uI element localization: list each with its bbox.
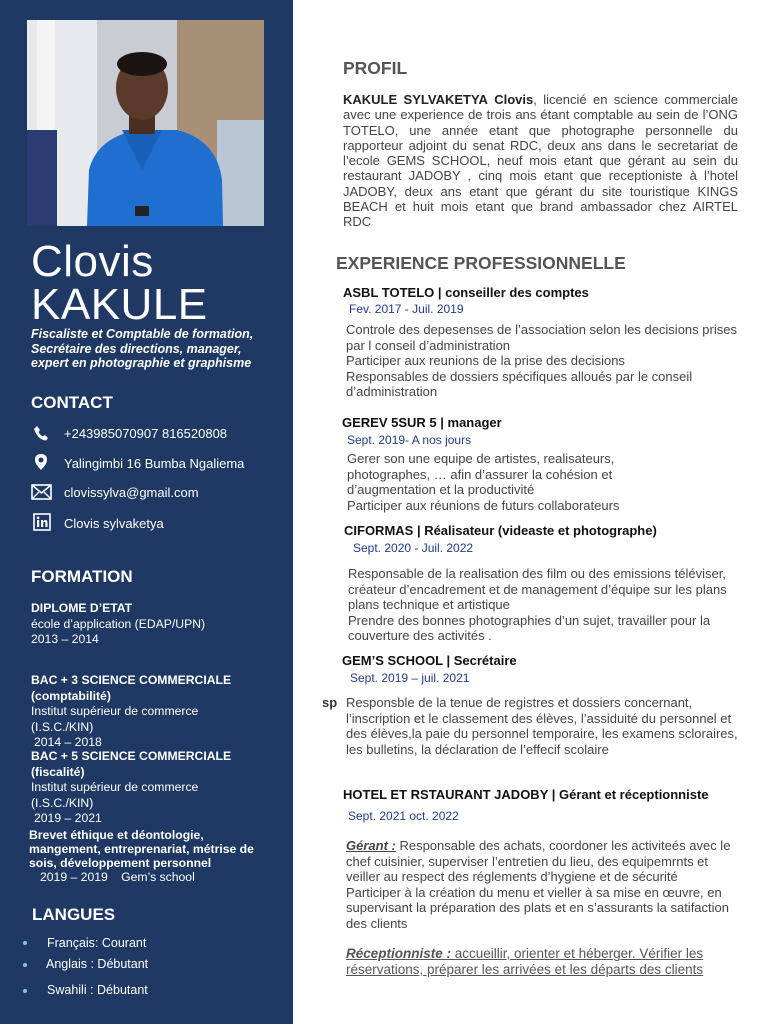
langue-item: Anglais : Débutant [46,957,149,971]
formation-dates: 2013 – 2014 [31,632,99,646]
formation-title: Brevet éthique et déontologie, mangement, entreprenariat, métrise de sois, développement personnel [29,828,254,870]
email-icon [31,484,52,500]
linkedin-icon [33,513,51,531]
job-description [346,838,738,931]
job-line: Responsable de la realisation des film ou des emissions téléviser, créateur d’encadrement et de management d’équipe sur les plans plans technique et artistique [348,566,727,612]
job-description [346,322,738,400]
bullet-icon [23,963,27,967]
formation-item-4 [29,828,274,884]
address-text: Yalingimbi 16 Bumba Ngaliema [64,456,245,471]
job-line: Controle des depesenses de l’association selon les decisions prises par l conseil d’administration [346,322,737,353]
formation-item-2 [31,673,261,751]
job-line: Participer aux reunions de la prise des decisions [346,353,625,368]
experience-heading: EXPERIENCE PROFESSIONNELLE [336,253,626,273]
formation-school: Gem’s school [121,870,195,884]
job-line: Responsable des achats, coordoner les activiteés avec le chef cuisinier, superviser l’entretien du lieu, des equipemrnts et veiller au respect des réglements d’hygiene et de sécurité [346,838,731,884]
job-description [347,451,657,513]
location-pin-icon [32,453,50,471]
formation-title: DIPLOME D’ETAT [31,601,133,615]
profil-heading: PROFIL [343,58,408,78]
name-last: KAKULE [31,280,208,329]
profil-name-part2: Clovis [494,92,534,107]
formation-item-3 [31,749,261,827]
recep-body: accueillir, orienter et héberger. Vérifier les réservations, préparer les arrivées et les départs des clients [346,946,704,977]
formation-dates: 2019 – 2019 [40,870,108,884]
job-description [346,695,738,757]
profil-text [343,92,738,230]
receptionniste-text [346,946,731,977]
portrait-image [27,20,264,226]
contact-heading: CONTACT [31,393,113,412]
formation-dates: 2014 – 2018 [34,735,102,749]
job-line: Responsble de la tenue de registres et dossiers concernant, l’inscription et le classement des élèves, l’assiduité du personnel et des élèves,la paie du personnel temporaire, les examens scloraires, les bulletins, la déclaration de l’effecif scolaire [346,695,738,757]
profil-body: , licencié en science commerciale avec une experience de trois ans étant comptable au sein de l’ONG TOTELO, une année etant que photographe personnelle du rapporteur adjoint du senat RDC, deux ans dans le secretariat de l’ecole GEMS SCHOOL, neuf mois etant que gérant au sein du restaurant JADOBY , cinq mois etant que receptioniste à l’hotel JADOBY, deux ans etant que gérant du site touristique KINGS BEACH et huit mois etant que brand ambassador chez AIRTEL RDC [343,92,738,230]
bullet-icon [23,941,27,945]
linkedin-link[interactable]: Clovis sylvaketya [64,516,164,531]
formation-dates: 2019 – 2021 [34,811,102,825]
job-line: Participer à la création du menu et vieller à sa mise en œuvre, en supervisant la préparation des plats et en s’assurants la satifaction des clients [346,884,729,931]
formation-school: Institut supérieur de commerce (I.S.C./KIN) [31,704,199,734]
bullet-icon [23,989,27,993]
sidebar [0,0,293,1024]
formation-item-1 [31,601,205,648]
job-line: Gerer son une equipe de artistes, realisateurs, photographes, … afin d’assurer la cohésion et d’augmentation et la productivité [347,451,615,497]
job-dates: Fev. 2017 - Juil. 2019 [349,302,464,316]
sp-marker: sp [322,695,338,710]
job-title: CIFORMAS | Réalisateur (videaste et photographe) [344,523,657,538]
job-title: ASBL TOTELO | conseiller des comptes [343,285,589,300]
job-title: GEM’S SCHOOL | Secrétaire [342,653,517,668]
profil-name-part1: KAKULE SYLVAKETYA [343,92,488,107]
formation-school: école d’application (EDAP/UPN) [31,616,206,631]
name-first: Clovis [31,237,154,286]
langues-heading: LANGUES [32,905,116,924]
formation-title: BAC + 3 SCIENCE COMMERCIALE (comptabilité) [31,673,232,703]
formation-heading: FORMATION [31,567,133,586]
recep-label: Réceptionniste : [346,946,452,961]
profile-photo [27,20,264,226]
job-line: Responsables de dossiers spécifiques alloués par le conseil d’administration [346,368,693,399]
phone-icon [32,424,50,442]
job-dates: Sept. 2020 - Juil. 2022 [353,541,474,555]
job-line: Prendre des bonnes photographies d’un sujet, travailler pour la couverture des activités . [348,612,711,643]
job-title: HOTEL ET RSTAURANT JADOBY | Gérant et réceptionniste [343,787,709,802]
langue-item: Swahili : Débutant [47,983,148,997]
formation-title: BAC + 5 SCIENCE COMMERCIALE (fiscalité) [31,749,232,779]
job-dates: Sept. 2021 oct. 2022 [348,809,459,823]
tagline: Fiscaliste et Comptable de formation, Secrétaire des directions, manager, expert en photographie et graphisme [31,327,254,370]
job-dates: Sept. 2019- A nos jours [347,433,472,447]
job-title: GEREV 5SUR 5 | manager [342,415,502,430]
job-description [348,566,738,644]
langue-item: Français: Courant [47,936,147,950]
email-link[interactable]: clovissylva@gmail.com [64,485,199,500]
gerant-label: Gérant : [346,838,396,853]
job-line: Participer aux réunions de futurs collaborateurs [347,497,620,513]
phone-link[interactable]: +243985070907 816520808 [64,426,228,441]
formation-school: Institut supérieur de commerce (I.S.C./KIN) [31,780,199,810]
job-dates: Sept. 2019 – juil. 2021 [350,671,470,685]
